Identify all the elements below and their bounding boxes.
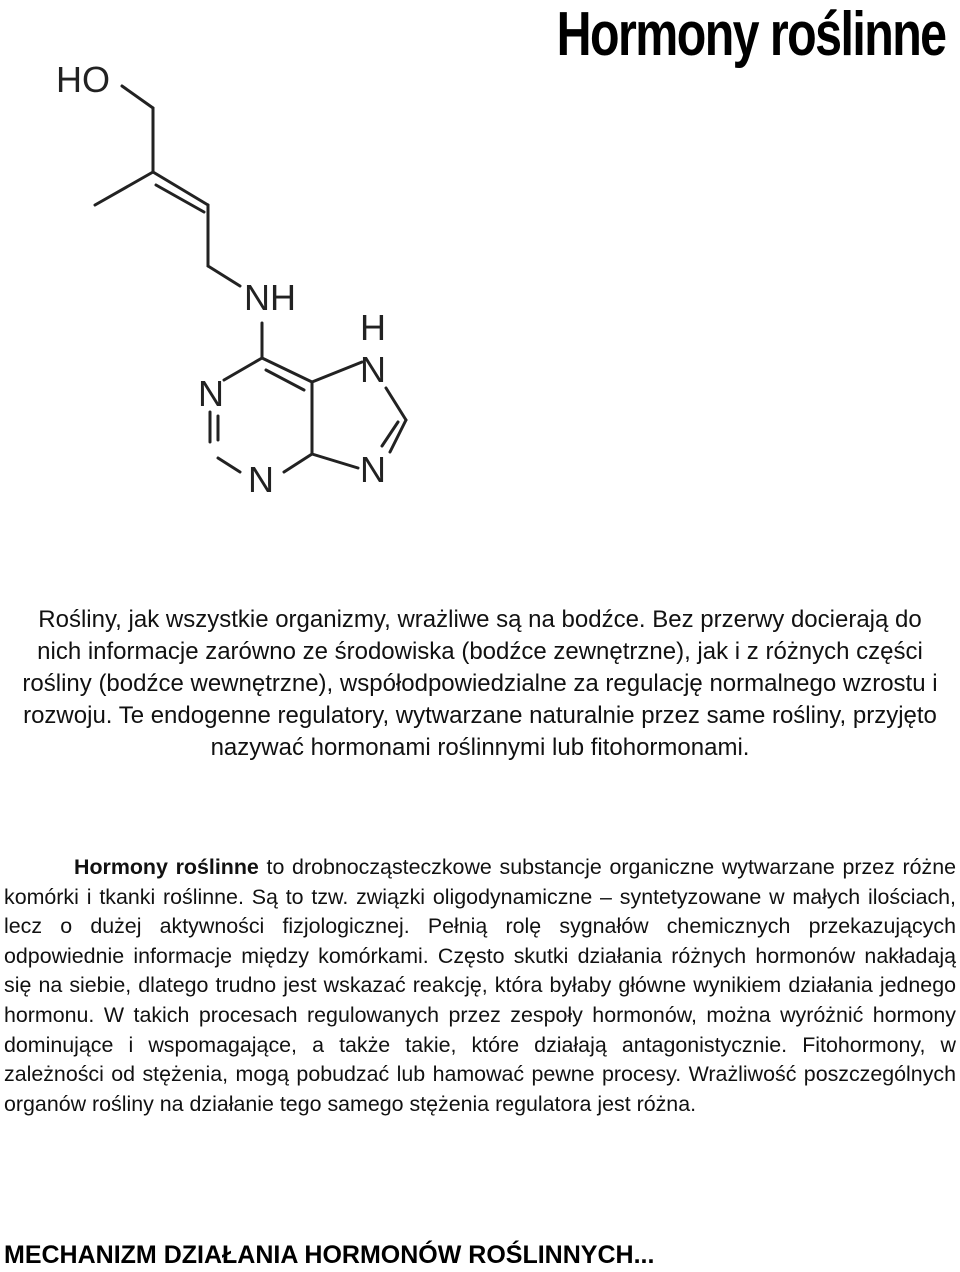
atom-label-n-ring-bottom: N [248, 459, 274, 500]
atom-label-h: H [360, 307, 386, 348]
body-paragraph-text: to drobnocząsteczkowe substancje organiczne wytwarzane przez różne komórki i tkanki roślinne. Są to tzw. związki oligodynamiczne – syntetyzowane w małych ilościach, lecz o dużej aktywności fizjologicznej. Pełnią rolę sygnałów chemicznych przekazujących odpowiednie informacje między komórkami. Często skutki działania różnych hormonów nakładają się na siebie, dlatego trudno jest wskazać reakcję, która byłaby główne wynikiem działania jednego hormonu. W takich procesach regulowanych przez zespoły hormonów, można wyróżnić hormony dominujące i wspomagające, a także takie, które działają antagonistycznie. Fitohormony, w zależności od stężenia, mogą pobudzać lub hamować pewne procesy. Wrażliwość poszczególnych organów rośliny na działanie tego samego stężenia regulatora jest różna. [4, 855, 956, 1116]
molecule-structure-diagram [40, 40, 440, 510]
intro-paragraph: Rośliny, jak wszystkie organizmy, wrażliwe są na bodźce. Bez przerwy docierają do nich informacje zarówno ze środowiska (bodźce zewnętrzne), jak i z różnych części rośliny (bodźce wewnętrzne), współodpowiedzialne za regulację normalnego wzrostu i rozwoju. Te endogenne regulatory, wytwarzane naturalnie przez same rośliny, przyjęto nazywać hormonami roślinnymi lub fitohormonami. [22, 606, 938, 761]
body-paragraph [4, 853, 956, 1119]
section-heading: MECHANIZM DZIAŁANIA HORMONÓW ROŚLINNYCH... [4, 1241, 655, 1269]
atom-label-nh: NH [244, 277, 296, 318]
atom-label-n-ring-left: N [198, 373, 224, 414]
atom-label-n-imidazole-top: N [360, 349, 386, 390]
atom-label-n-imidazole-bottom: N [360, 449, 386, 490]
body-lead-term: Hormony roślinne [74, 855, 259, 879]
page-title: Hormony roślinne [557, 0, 946, 69]
atom-label-ho: HO [56, 59, 110, 100]
